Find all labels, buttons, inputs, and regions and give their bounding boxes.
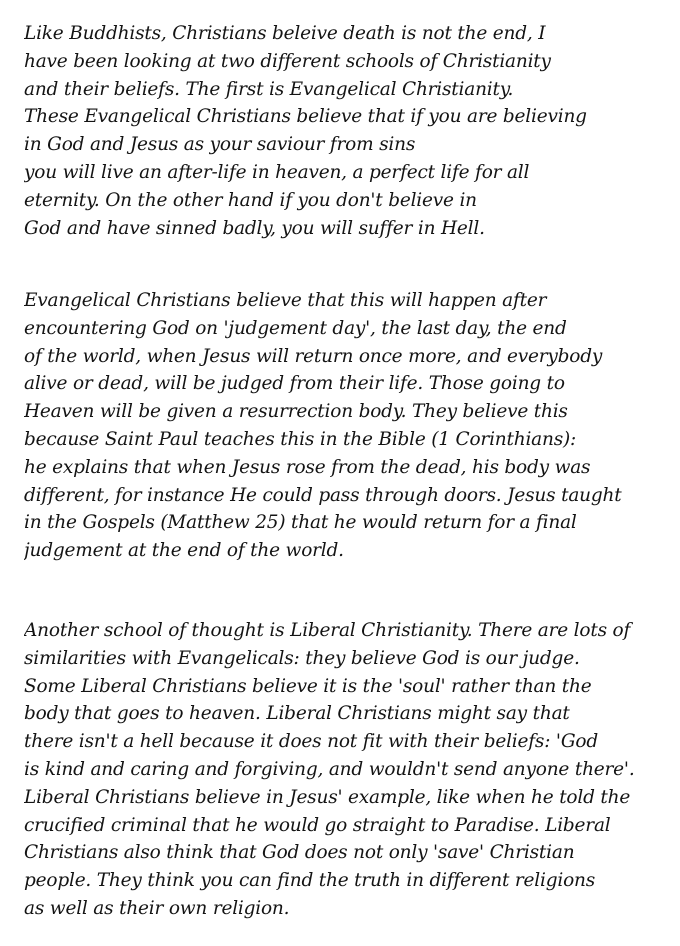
text-line: of the world, when Jesus will return once more, and everybody <box>24 345 603 367</box>
text-line: in the Gospels (Matthew 25) that he would return for a final <box>24 512 577 534</box>
text-line: crucified criminal that he would go straight to Paradise. Liberal <box>24 814 611 836</box>
paragraph-judgement-day <box>24 287 674 565</box>
text-line: he explains that when Jesus rose from the dead, his body was <box>24 456 591 478</box>
text-line: body that goes to heaven. Liberal Christians might say that <box>24 703 570 725</box>
paragraph-christian-beliefs-intro <box>24 20 674 242</box>
text-line: eternity. On the other hand if you don't believe in <box>24 189 477 211</box>
text-line: Another school of thought is Liberal Christianity. There are lots of <box>24 620 631 641</box>
text-line: in God and Jesus as your saviour from sins <box>24 134 416 156</box>
text-line: judgement at the end of the world. <box>24 540 344 562</box>
text-line: there isn't a hell because it does not fit with their beliefs: 'God <box>24 731 598 753</box>
text-line: Evangelical Christians believe that this will happen after <box>24 290 547 311</box>
text-line: have been looking at two different schools of Christianity <box>24 50 551 72</box>
text-line: Christians also think that God does not only 'save' Christian <box>24 842 575 864</box>
paragraph-liberal-christianity <box>24 617 674 923</box>
text-line: as well as their own religion. <box>24 897 290 919</box>
text-line: because Saint Paul teaches this in the Bible (1 Corinthians): <box>24 428 577 450</box>
text-line: and their beliefs. The first is Evangelical Christianity. <box>24 78 514 100</box>
text-line: different, for instance He could pass through doors. Jesus taught <box>24 484 622 506</box>
text-line: is kind and caring and forgiving, and wouldn't send anyone there'. <box>24 758 635 780</box>
text-line: encountering God on 'judgement day', the last day, the end <box>24 317 567 339</box>
text-line: Liberal Christians believe in Jesus' example, like when he told the <box>24 786 631 808</box>
text-line: you will live an after-life in heaven, a perfect life for all <box>24 161 530 183</box>
text-line: Some Liberal Christians believe it is the 'soul' rather than the <box>24 675 592 697</box>
text-line: alive or dead, will be judged from their life. Those going to <box>24 373 565 395</box>
text-line: similarities with Evangelicals: they believe God is our judge. <box>24 647 580 669</box>
text-line: people. They think you can find the truth in different religions <box>24 870 596 892</box>
text-line: Like Buddhists, Christians beleive death is not the end, I <box>24 23 546 44</box>
text-line: These Evangelical Christians believe that if you are believing <box>24 106 587 128</box>
text-line: Heaven will be given a resurrection body. They believe this <box>24 401 568 423</box>
text-line: God and have sinned badly, you will suffer in Hell. <box>24 217 485 239</box>
